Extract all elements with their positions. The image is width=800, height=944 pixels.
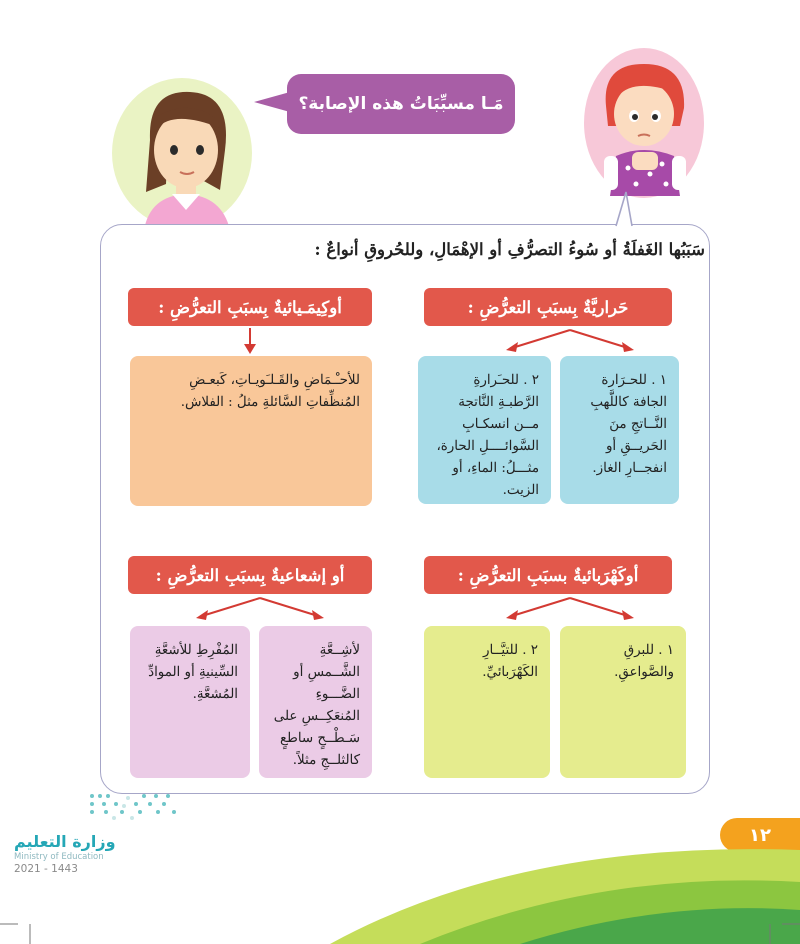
speech-bubble-tail: [254, 92, 290, 112]
section-heading: سَبَبُها الغَفلَةُ أو سُوءُ التصرُّفِ أو الإهْمَالِ، وللحُروقِ أنواعٌ :: [314, 240, 705, 259]
box-radiation-xray-text: المُفْرِطِ للأشعَّةِ السِّينيةِ أو الموادِّ المُشعَّةِ.: [148, 643, 238, 702]
box-chemical-text: للأحـْـمَاضِ والقَـلـَويـاتِ، كَبعـضِ المُنظِّفاتِ السَّائلةِ مثلُ : الفلاش.: [180, 373, 360, 410]
banner-chemical-label: أوكِيمَـيائيةٌ بِسبَبِ التعرُّضِ :: [158, 297, 342, 317]
box-radiation-sun: [259, 626, 372, 778]
box-radiation-sun-text: لأشِــعَّةِ الشَّــمسِ أو الضَّـــوءِ المُنعَكِــسِ على سَـطْــحٍ ساطعٍ كالثلــجِ مثلاً.: [273, 643, 360, 768]
box-chemical: [130, 356, 372, 506]
split-arrow-thermal: [500, 326, 640, 356]
frame-pointer: [614, 190, 644, 228]
banner-chemical: [128, 288, 372, 326]
page-number: ١٢: [749, 824, 771, 846]
box-thermal-dry: [560, 356, 679, 504]
speech-bubble: [287, 74, 515, 134]
green-swoosh-decoration: [0, 820, 800, 944]
box-thermal-wet-text: ٢ . للحـَرارةِ الرَّطبـةِ النَّاتجة مــن انسكـابِ السَّوائــــلِ الحارة، مثـــلُ: الماءِ، أو الزيت.: [436, 373, 539, 498]
ministry-arabic: وزارة التعليم: [14, 832, 116, 851]
banner-radiation: [128, 556, 372, 594]
banner-electrical-label: أوكَهْرَبائيةٌ بسبَبِ التعرُّضِ :: [457, 565, 639, 585]
girl-figure-hurt: [588, 56, 700, 196]
banner-radiation-label: أو إشعاعيةٌ بِسبَبِ التعرُّضِ :: [155, 565, 345, 585]
split-arrow-radiation: [190, 594, 330, 624]
girl-figure: [120, 80, 250, 230]
speech-bubble-text: مَـا مسبِّبَاتُ هذه الإصابة؟: [298, 94, 504, 114]
ministry-year: 2021 - 1443: [14, 863, 78, 875]
banner-thermal: [424, 288, 672, 326]
down-arrow-chemical: [240, 326, 260, 356]
split-arrow-electrical: [500, 594, 640, 624]
banner-thermal-label: حَراريَّةٌ بِسبَبِ التعرُّضِ :: [467, 297, 629, 317]
box-electrical-current: [424, 626, 550, 778]
box-electrical-lightning-text: ١ . للبرقِ والصَّواعقِ.: [614, 643, 674, 680]
box-radiation-xray: [130, 626, 250, 778]
dot-pattern-decoration: [84, 790, 184, 824]
box-electrical-lightning: [560, 626, 686, 778]
box-electrical-current-text: ٢ . للتيَّــارِ الكَهْرَبائيِّ.: [482, 643, 538, 680]
ministry-english: Ministry of Education: [14, 852, 104, 862]
banner-electrical: [424, 556, 672, 594]
box-thermal-wet: [418, 356, 551, 504]
box-thermal-dry-text: ١ . للحـرَارة الجافة كاللَّهبِ النَّــاتجِ منَ الحَريــقِ أو انفجــارِ الغاز.: [590, 373, 667, 476]
